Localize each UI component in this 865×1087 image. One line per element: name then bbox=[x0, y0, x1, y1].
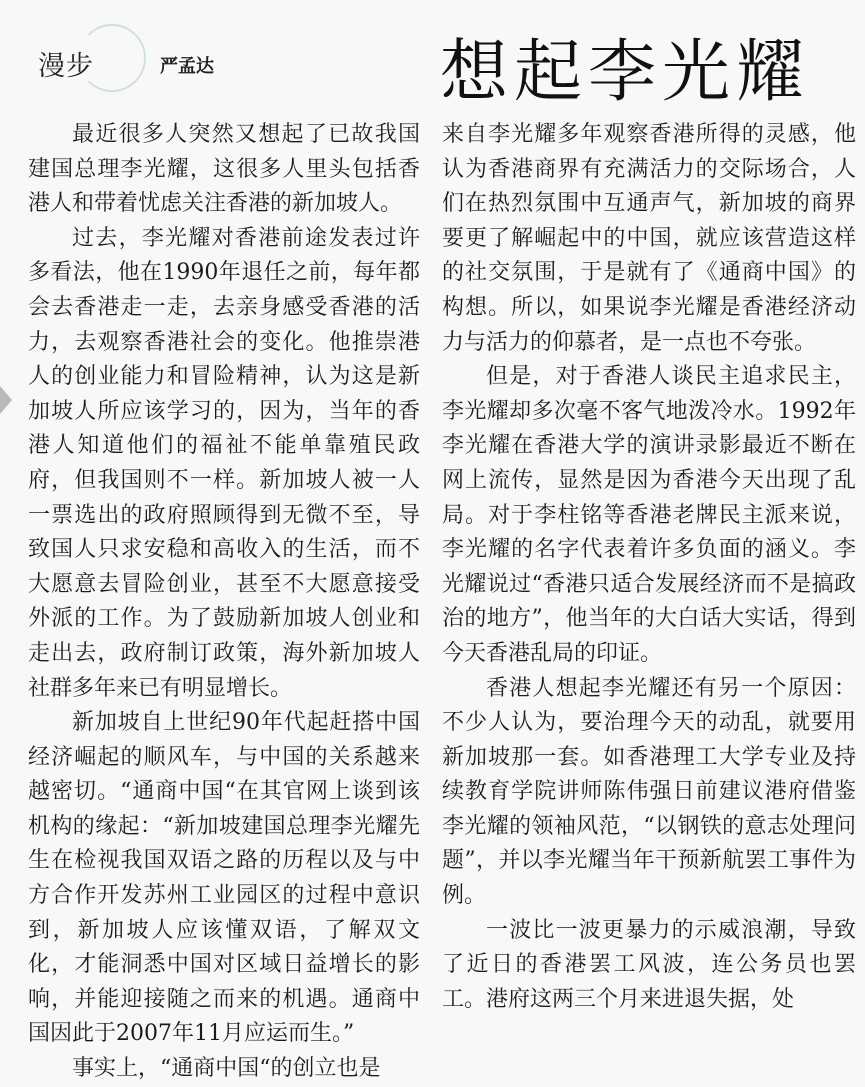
right-column bbox=[442, 118, 856, 1017]
author-byline: 严孟达 bbox=[160, 56, 214, 77]
paragraph: 新加坡自上世纪90年代起赶搭中国经济崛起的顺风车，与中国的关系越来越密切。“通商中国“在其官网上谈到该机构的缘起：“新加坡建国总理李光耀先生在检视我国双语之路的历程以及与中方合作开发苏州工业园区的过程中意识到，新加坡人应该懂双语，了解双文化，才能洞悉中国对区域日益增长的影响，并能迎接随之而来的机遇。通商中国因此于2007年11月应运而生。” bbox=[28, 710, 420, 1047]
paragraph: 事实上，“通商中国“的创立也是 bbox=[72, 1056, 381, 1082]
paragraph: 最近很多人突然又想起了已故我国建国总理李光耀，这很多人里头包括香港人和带着忧虑关注香港的新加坡人。 bbox=[28, 122, 420, 217]
left-column bbox=[28, 118, 420, 1087]
page-edge-arrow-icon bbox=[0, 386, 12, 414]
article-title: 想起李光耀 bbox=[440, 33, 811, 112]
paragraph: 来自李光耀多年观察香港所得的灵感，他认为香港商界有充满活力的交际场合，人们在热烈氛围中互通声气，新加坡的商界要更了解崛起中的中国，就应该营造这样的社交氛围，于是就有了《通商中国》的构想。所以，如果说李光耀是香港经济动力与活力的仰慕者，是一点也不夸张。 bbox=[442, 122, 856, 355]
paragraph: 过去，李光耀对香港前途发表过许多看法，他在1990年退任之前，每年都会去香港走一走，去亲身感受香港的活力，去观察香港社会的变化。他推崇港人的创业能力和冒险精神，认为这是新加坡人所应该学习的，因为，当年的香港人知道他们的福祉不能单靠殖民政府，但我国则不一样。新加坡人被一人一票选出的政府照顾得到无微不至，导致国人只求安稳和高收入的生活，而不大愿意去冒险创业，甚至不大愿意接受外派的工作。为了鼓励新加坡人创业和走出去，政府制订政策，海外新加坡人社群多年来已有明显增长。 bbox=[28, 225, 420, 701]
paragraph: 一波比一波更暴力的示威浪潮，导致了近日的香港罢工风波，连公务员也罢工。港府这两三个月来进退失据，处 bbox=[442, 917, 856, 1012]
column-label-arc-decoration bbox=[78, 24, 146, 92]
column-label: 漫步 bbox=[38, 51, 94, 82]
paragraph: 但是，对于香港人谈民主追求民主，李光耀却多次毫不客气地泼冷水。1992年李光耀在香港大学的演讲录影最近不断在网上流传，显然是因为香港今天出现了乱局。对于李柱铭等香港老牌民主派来说，李光耀的名字代表着许多负面的涵义。李光耀说过“香港只适合发展经济而不是搞政治的地方”，他当年的大白话大实话，得到今天香港乱局的印证。 bbox=[442, 364, 856, 666]
paragraph: 香港人想起李光耀还有另一个原因：不少人认为，要治理今天的动乱，就要用新加坡那一套。如香港理工大学专业及持续教育学院讲师陈伟强日前建议港府借鉴李光耀的领袖风范，“以钢铁的意志处理问题”，并以李光耀当年干预新航罢工事件为例。 bbox=[442, 675, 856, 909]
article-header bbox=[0, 0, 865, 110]
